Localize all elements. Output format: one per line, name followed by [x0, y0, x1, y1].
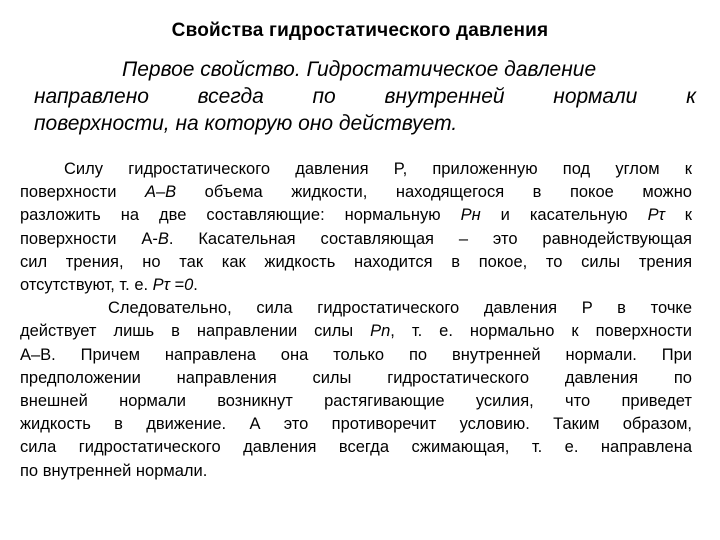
first-property-line-2: направлено всегда по внутренней нормали к — [34, 85, 696, 108]
paragraph-2-line-3: А–В. Причем направлена она только по внутренней нормали. При — [20, 345, 692, 364]
slide-title: Свойства гидростатического давления — [171, 20, 549, 41]
paragraph-2-line-5: внешней нормали возникнут растягивающие усилия, что приведет — [20, 392, 692, 411]
paragraph-1-line-6: отсутствуют, т. е. Pτ =0. — [20, 276, 198, 295]
paragraph-2-line-4: предположении направления силы гидростатического давления по — [20, 368, 692, 387]
first-property-line-3: поверхности, на которую оно действует. — [34, 112, 458, 135]
paragraph-2-line-1: Следовательно, сила гидростатического давления P в точке — [108, 299, 692, 318]
paragraph-1-line-5: сил трения, но так как жидкость находится в покое, то силы трения — [20, 252, 692, 271]
paragraph-1-line-4: поверхности А-В. Касательная составляющая – это равнодействующая — [20, 229, 692, 248]
paragraph-2-line-7: сила гидростатического давления всегда сжимающая, т. е. направлена — [20, 438, 692, 457]
paragraph-1-line-3: разложить на две составляющие: нормальную Pн и касательную Pτ к — [20, 206, 692, 225]
paragraph-2-line-2: действует лишь в направлении силы Pn, т. е. нормально к поверхности — [20, 322, 692, 341]
paragraph-2-line-8: по внутренней нормали. — [20, 461, 208, 480]
paragraph-1-line-1: Силу гидростатического давления P, приложенную под углом к — [64, 160, 692, 178]
first-property-statement — [34, 56, 696, 137]
first-property-heading: Первое свойство — [122, 58, 295, 81]
paragraph-2-line-6: жидкость в движение. А это противоречит условию. Таким образом, — [20, 415, 692, 434]
explanation-text — [20, 158, 692, 483]
first-property-line-1: Первое свойство. Гидростатическое давление — [122, 58, 597, 81]
paragraph-1-line-2: поверхности A–B объема жидкости, находящегося в покое можно — [20, 183, 692, 202]
